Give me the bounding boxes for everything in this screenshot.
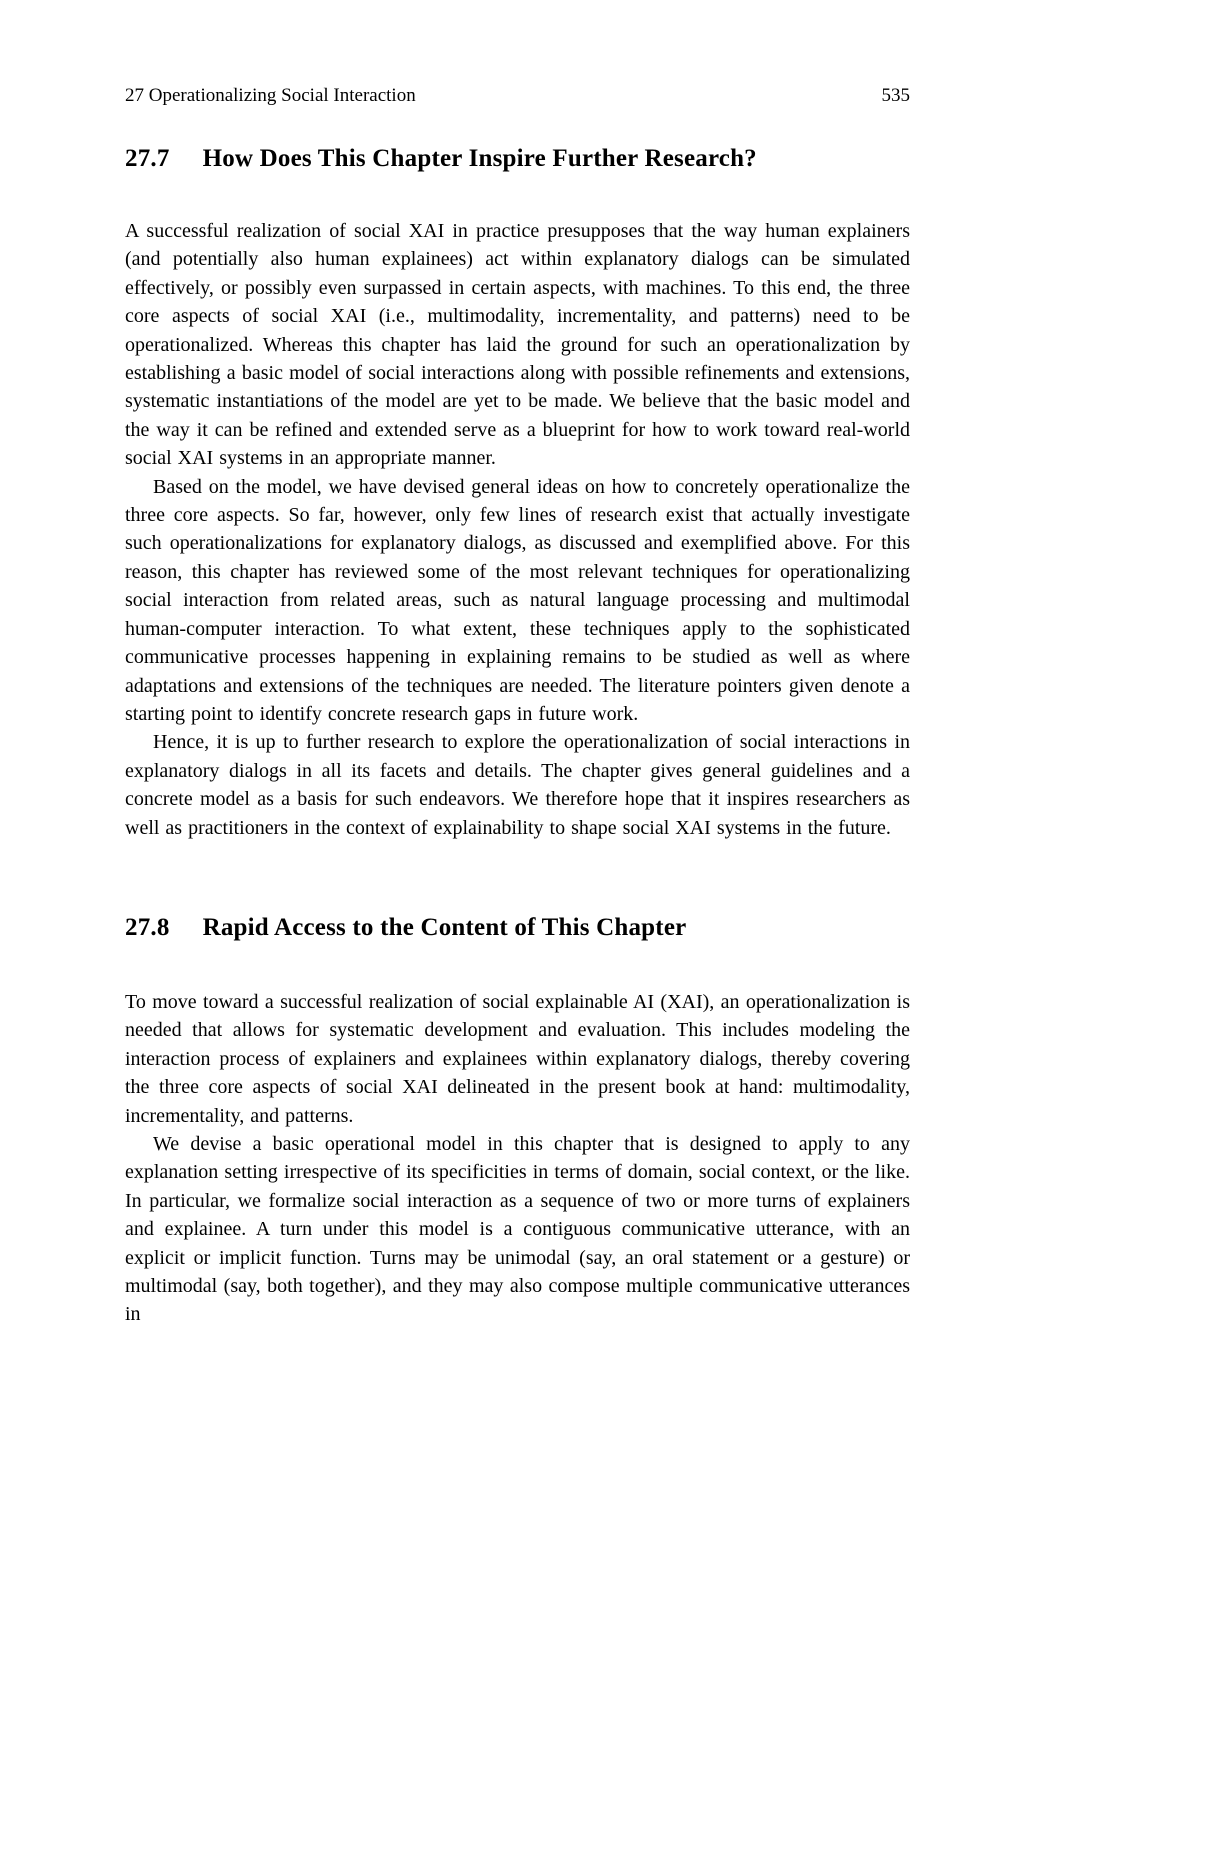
page-number: 535 [881,85,910,106]
running-title: 27 Operationalizing Social Interaction [125,85,416,106]
section-title: How Does This Chapter Inspire Further Research? [202,145,757,172]
paragraph: Hence, it is up to further research to explore the operationalization of social interactions in explanatory dialogs in all its facets and details. The chapter gives general guidelines and a concrete model as a basis for such endeavors. We therefore hope that it inspires researchers as well as practitioners in the context of explainability to shape social XAI systems in the future. [125,731,910,839]
section-heading-27-7 [125,145,910,173]
section-title: Rapid Access to the Content of This Chapter [202,913,687,941]
paragraph: We devise a basic operational model in this chapter that is designed to apply to any explanation setting irrespective of its specificities in terms of domain, social context, or the like. In particular, we formalize social interaction as a sequence of two or more turns of explainers and explainee. A turn under this model is a contiguous communicative utterance, with an explicit or implicit function. Turns may be unimodal (say, an oral statement or a gesture) or multimodal (say, both together), and they may also compose multiple communicative utterances in [125,1132,910,1326]
paragraph: A successful realization of social XAI in practice presupposes that the way human explainers (and potentially also human explainees) act within explanatory dialogs can be simulated effectively, or possibly even surpassed in certain aspects, with machines. To this end, the three core aspects of social XAI (i.e., multimodality, incrementality, and patterns) need to be operationalized. Whereas this chapter has laid the ground for such an operationalization by establishing a basic model of social interactions along with possible refinements and extensions, systematic instantiations of the model are yet to be made. We believe that the basic model and the way it can be refined and extended serve as a blueprint for how to work toward real-world social XAI systems in an appropriate manner. [125,220,910,470]
running-header [125,85,910,107]
section-number: 27.8 [125,913,170,941]
paragraph: To move toward a successful realization of social explainable AI (XAI), an operationalization is needed that allows for systematic development and evaluation. This includes modeling the interaction process of explainers and explainees within explanatory dialogs, thereby covering the three core aspects of social XAI delineated in the present book at hand: multimodality, incrementality, and patterns. [125,990,910,1127]
section-number: 27.7 [125,145,170,172]
paragraph: Based on the model, we have devised general ideas on how to concretely operationalize the three core aspects. So far, however, only few lines of research exist that actually investigate such operationalizations for explanatory dialogs, as discussed and exemplified above. For this reason, this chapter has reviewed some of the most relevant techniques for operationalizing social interaction from related areas, such as natural language processing and multimodal human-computer interaction. To what extent, these techniques apply to the sophisticated communicative processes happening in explaining remains to be studied as well as where adaptations and extensions of the techniques are needed. The literature pointers given denote a starting point to identify concrete research gaps in future work. [125,475,910,725]
section-heading-27-8 [125,914,910,942]
